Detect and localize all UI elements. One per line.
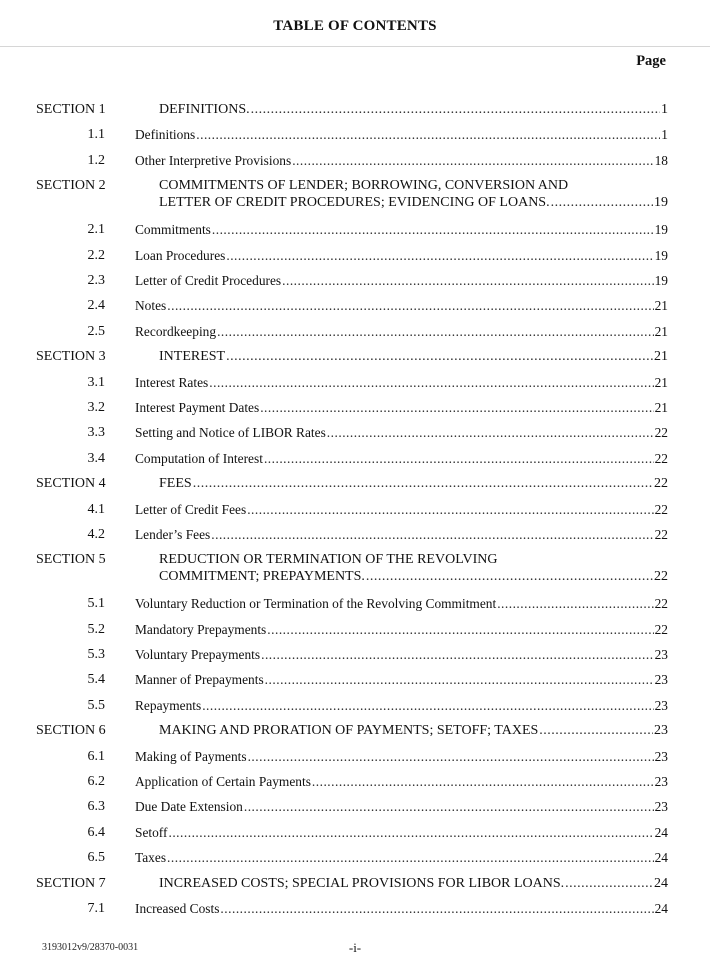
section-number: SECTION 7 — [36, 875, 106, 891]
entry-title: INCREASED COSTS; SPECIAL PROVISIONS FOR LIBOR LOANS. — [159, 875, 565, 891]
entry-title: LETTER OF CREDIT PROCEDURES; EVIDENCING OF LOANS. — [159, 195, 550, 211]
entry-title: Notes — [135, 298, 167, 314]
page-number: 21 — [654, 298, 668, 314]
toc-entry-line — [135, 247, 668, 264]
subsection-number: 2.3 — [87, 272, 105, 288]
footer-doc-id: 3193012v9/28370-0031 — [42, 942, 139, 953]
entry-title: Interest Rates — [135, 374, 209, 390]
toc-entry — [135, 595, 668, 612]
dot-leader — [247, 501, 653, 518]
entry-title: Computation of Interest — [135, 450, 263, 466]
toc-entry-line — [135, 399, 668, 416]
dot-leader — [312, 773, 654, 790]
toc-entry-line — [135, 621, 668, 638]
dot-leader — [211, 526, 653, 543]
dot-leader — [265, 671, 654, 688]
dot-leader — [226, 348, 653, 365]
toc-entry-line — [135, 221, 668, 238]
toc-entry-line — [135, 424, 668, 441]
entry-title: Due Date Extension — [135, 799, 243, 815]
toc-entry — [135, 526, 668, 543]
dot-leader — [226, 247, 653, 264]
dot-leader — [261, 646, 654, 663]
page-number: 21 — [654, 323, 668, 339]
toc-entry-line — [135, 697, 668, 714]
page-column-label: Page — [636, 53, 666, 69]
toc-entry-line — [135, 297, 668, 314]
toc-entry-line — [135, 798, 668, 815]
subsection-number: 6.1 — [87, 748, 105, 764]
dot-leader — [267, 621, 653, 638]
toc-entry — [159, 875, 668, 892]
dot-leader — [168, 824, 653, 841]
toc-entry-line — [159, 568, 668, 585]
dot-leader — [167, 849, 654, 866]
toc-entry — [135, 671, 668, 688]
entry-title: Manner of Prepayments — [135, 672, 264, 688]
page-number: 22 — [654, 425, 668, 441]
toc-entry — [135, 646, 668, 663]
toc-entry — [135, 374, 668, 391]
toc-entry-line — [135, 900, 668, 917]
entry-title: DEFINITIONS. — [159, 102, 250, 117]
entry-title: Setting and Notice of LIBOR Rates — [135, 425, 326, 441]
toc-entry — [135, 697, 668, 714]
toc-title: TABLE OF CONTENTS — [273, 18, 437, 34]
toc-entry — [135, 152, 668, 169]
entry-title: Commitments — [135, 222, 211, 238]
toc-entry-line — [159, 101, 668, 118]
dot-leader — [193, 475, 653, 492]
page-number: 1 — [661, 102, 668, 117]
subsection-number: 1.2 — [87, 152, 105, 168]
entry-title: Taxes — [135, 850, 167, 866]
toc-entry — [135, 272, 668, 289]
subsection-number: 6.2 — [87, 774, 105, 789]
toc-entry-line — [159, 348, 668, 365]
toc-entry-line — [135, 152, 668, 169]
entry-title: Definitions — [135, 127, 196, 143]
subsection-number: 5.3 — [87, 647, 105, 662]
section-number: SECTION 1 — [36, 102, 106, 117]
dot-leader — [202, 697, 653, 714]
page-number: 22 — [654, 569, 668, 585]
page-number: 23 — [654, 723, 668, 739]
toc-entry-line — [135, 126, 668, 143]
toc-entry — [135, 798, 668, 815]
toc-entry-line — [135, 595, 668, 612]
toc-entry-line — [135, 374, 668, 391]
entry-title: Letter of Credit Procedures — [135, 272, 282, 288]
toc-entry — [135, 297, 668, 314]
entry-title: Loan Procedures — [135, 247, 226, 263]
dot-leader — [217, 323, 654, 340]
subsection-number: 3.1 — [87, 374, 105, 390]
subsection-number: 3.2 — [87, 399, 105, 415]
toc-entry-line — [135, 671, 668, 688]
toc-entry — [135, 221, 668, 238]
subsection-number: 6.3 — [87, 799, 105, 815]
section-number: SECTION 2 — [36, 178, 106, 194]
page-number: 19 — [654, 272, 668, 288]
toc-entry — [135, 621, 668, 638]
toc-entry-line — [135, 272, 668, 289]
entry-title: Mandatory Prepayments — [135, 621, 267, 637]
toc-entry — [135, 849, 668, 866]
dot-leader — [212, 221, 654, 238]
dot-leader — [167, 297, 653, 314]
toc-entry-line — [135, 748, 668, 765]
entry-title: Other Interpretive Provisions — [135, 152, 292, 168]
toc-entry-line — [159, 722, 668, 739]
section-number: SECTION 6 — [36, 723, 106, 739]
page-number: 19 — [654, 247, 668, 263]
entry-title: Repayments — [135, 697, 202, 713]
page-number: 22 — [654, 596, 668, 612]
toc-entry-line — [135, 849, 668, 866]
subsection-number: 4.1 — [87, 501, 105, 517]
page-number: 19 — [654, 195, 668, 211]
page-number: 1 — [661, 127, 668, 143]
page-number: 22 — [654, 526, 668, 542]
toc-entry — [135, 501, 668, 518]
entry-title: Making of Payments — [135, 748, 247, 764]
toc-entry — [135, 126, 668, 143]
page-number: 21 — [654, 349, 668, 365]
toc-entry-line — [159, 194, 668, 211]
subsection-number: 2.4 — [87, 298, 105, 314]
entry-title: INTEREST — [159, 349, 226, 365]
subsection-number: 7.1 — [87, 901, 105, 916]
toc-entry — [159, 177, 668, 211]
toc-entry-line — [135, 501, 668, 518]
entry-title: Setoff — [135, 824, 168, 840]
subsection-number: 5.5 — [87, 697, 105, 713]
dot-leader — [565, 875, 653, 892]
toc-entry-line — [159, 551, 668, 568]
toc-entry — [135, 748, 668, 765]
page-number: 18 — [654, 152, 668, 168]
dot-leader — [264, 450, 654, 467]
page-number: 21 — [654, 399, 668, 415]
toc-entry — [135, 773, 668, 790]
section-number: SECTION 5 — [36, 552, 106, 568]
page-number: 22 — [654, 476, 668, 492]
dot-leader — [251, 101, 660, 118]
toc-entry — [135, 247, 668, 264]
page-number: 23 — [654, 799, 668, 815]
dot-leader — [260, 399, 653, 416]
page-number: 23 — [654, 672, 668, 688]
toc-entry-line — [135, 646, 668, 663]
dot-leader — [551, 194, 653, 211]
subsection-number: 5.4 — [87, 672, 105, 688]
entry-title: Increased Costs — [135, 901, 220, 916]
toc-entry — [135, 323, 668, 340]
dot-leader — [497, 595, 653, 612]
toc-entry — [135, 424, 668, 441]
subsection-number: 4.2 — [87, 526, 105, 542]
dot-leader — [209, 374, 653, 391]
entry-title: Application of Certain Payments — [135, 774, 311, 789]
page-number: 23 — [654, 774, 668, 789]
toc-entry-line — [159, 875, 668, 892]
entry-title: COMMITMENTS OF LENDER; BORROWING, CONVERSION AND — [159, 178, 569, 194]
toc-entry — [135, 824, 668, 841]
subsection-number: 3.4 — [87, 450, 105, 466]
page-number: 24 — [654, 824, 668, 840]
toc-entry-line — [135, 323, 668, 340]
subsection-number: 3.3 — [87, 425, 105, 441]
page-number: 24 — [654, 901, 668, 916]
subsection-number: 5.2 — [87, 621, 105, 637]
dot-leader — [196, 126, 660, 143]
entry-title: Voluntary Reduction or Termination of the Revolving Commitment — [135, 596, 497, 612]
dot-leader — [366, 568, 653, 585]
toc-entry-line — [159, 177, 668, 194]
subsection-number: 2.1 — [87, 222, 105, 238]
subsection-number: 5.1 — [87, 596, 105, 612]
page-number: 22 — [654, 501, 668, 517]
toc-entry — [135, 900, 668, 917]
toc-entry-line — [159, 475, 668, 492]
dot-leader — [539, 722, 653, 739]
subsection-number: 2.2 — [87, 247, 105, 263]
page-number: 23 — [654, 748, 668, 764]
toc-entry — [135, 450, 668, 467]
toc-entry-line — [135, 450, 668, 467]
page-number: 23 — [654, 647, 668, 662]
page-number: 23 — [654, 697, 668, 713]
entry-title: Recordkeeping — [135, 323, 217, 339]
subsection-number: 6.5 — [87, 850, 105, 866]
dot-leader — [327, 424, 654, 441]
footer-page-number: -i- — [348, 940, 362, 955]
toc-entry — [159, 101, 668, 118]
toc-entry — [159, 475, 668, 492]
page-number: 21 — [654, 374, 668, 390]
entry-title: Voluntary Prepayments — [135, 647, 261, 662]
page-number: 22 — [654, 621, 668, 637]
toc-entry-line — [135, 526, 668, 543]
entry-title: REDUCTION OR TERMINATION OF THE REVOLVING — [159, 552, 498, 568]
header-rule — [0, 46, 710, 47]
page-number: 24 — [654, 875, 668, 891]
entry-title: FEES — [159, 476, 192, 492]
page-number: 24 — [654, 850, 668, 866]
toc-entry-line — [135, 824, 668, 841]
toc-entry — [135, 399, 668, 416]
entry-title: Interest Payment Dates — [135, 399, 260, 415]
page-number: 22 — [654, 450, 668, 466]
subsection-number: 2.5 — [87, 323, 105, 339]
subsection-number: 6.4 — [87, 824, 105, 840]
section-number: SECTION 4 — [36, 476, 106, 492]
entry-title: Letter of Credit Fees — [135, 501, 247, 517]
subsection-number: 1.1 — [87, 127, 105, 143]
dot-leader — [248, 748, 654, 765]
entry-title: COMMITMENT; PREPAYMENTS. — [159, 569, 365, 585]
dot-leader — [292, 152, 653, 169]
toc-entry — [159, 551, 668, 585]
toc-entry-line — [135, 773, 668, 790]
toc-entry — [159, 722, 668, 739]
entry-title: MAKING AND PRORATION OF PAYMENTS; SETOFF; TAXES — [159, 723, 539, 739]
dot-leader — [220, 900, 653, 917]
dot-leader — [282, 272, 653, 289]
dot-leader — [244, 798, 654, 815]
page-number: 19 — [654, 222, 668, 238]
toc-entry — [159, 348, 668, 365]
entry-title: Lender’s Fees — [135, 526, 211, 542]
section-number: SECTION 3 — [36, 349, 106, 365]
